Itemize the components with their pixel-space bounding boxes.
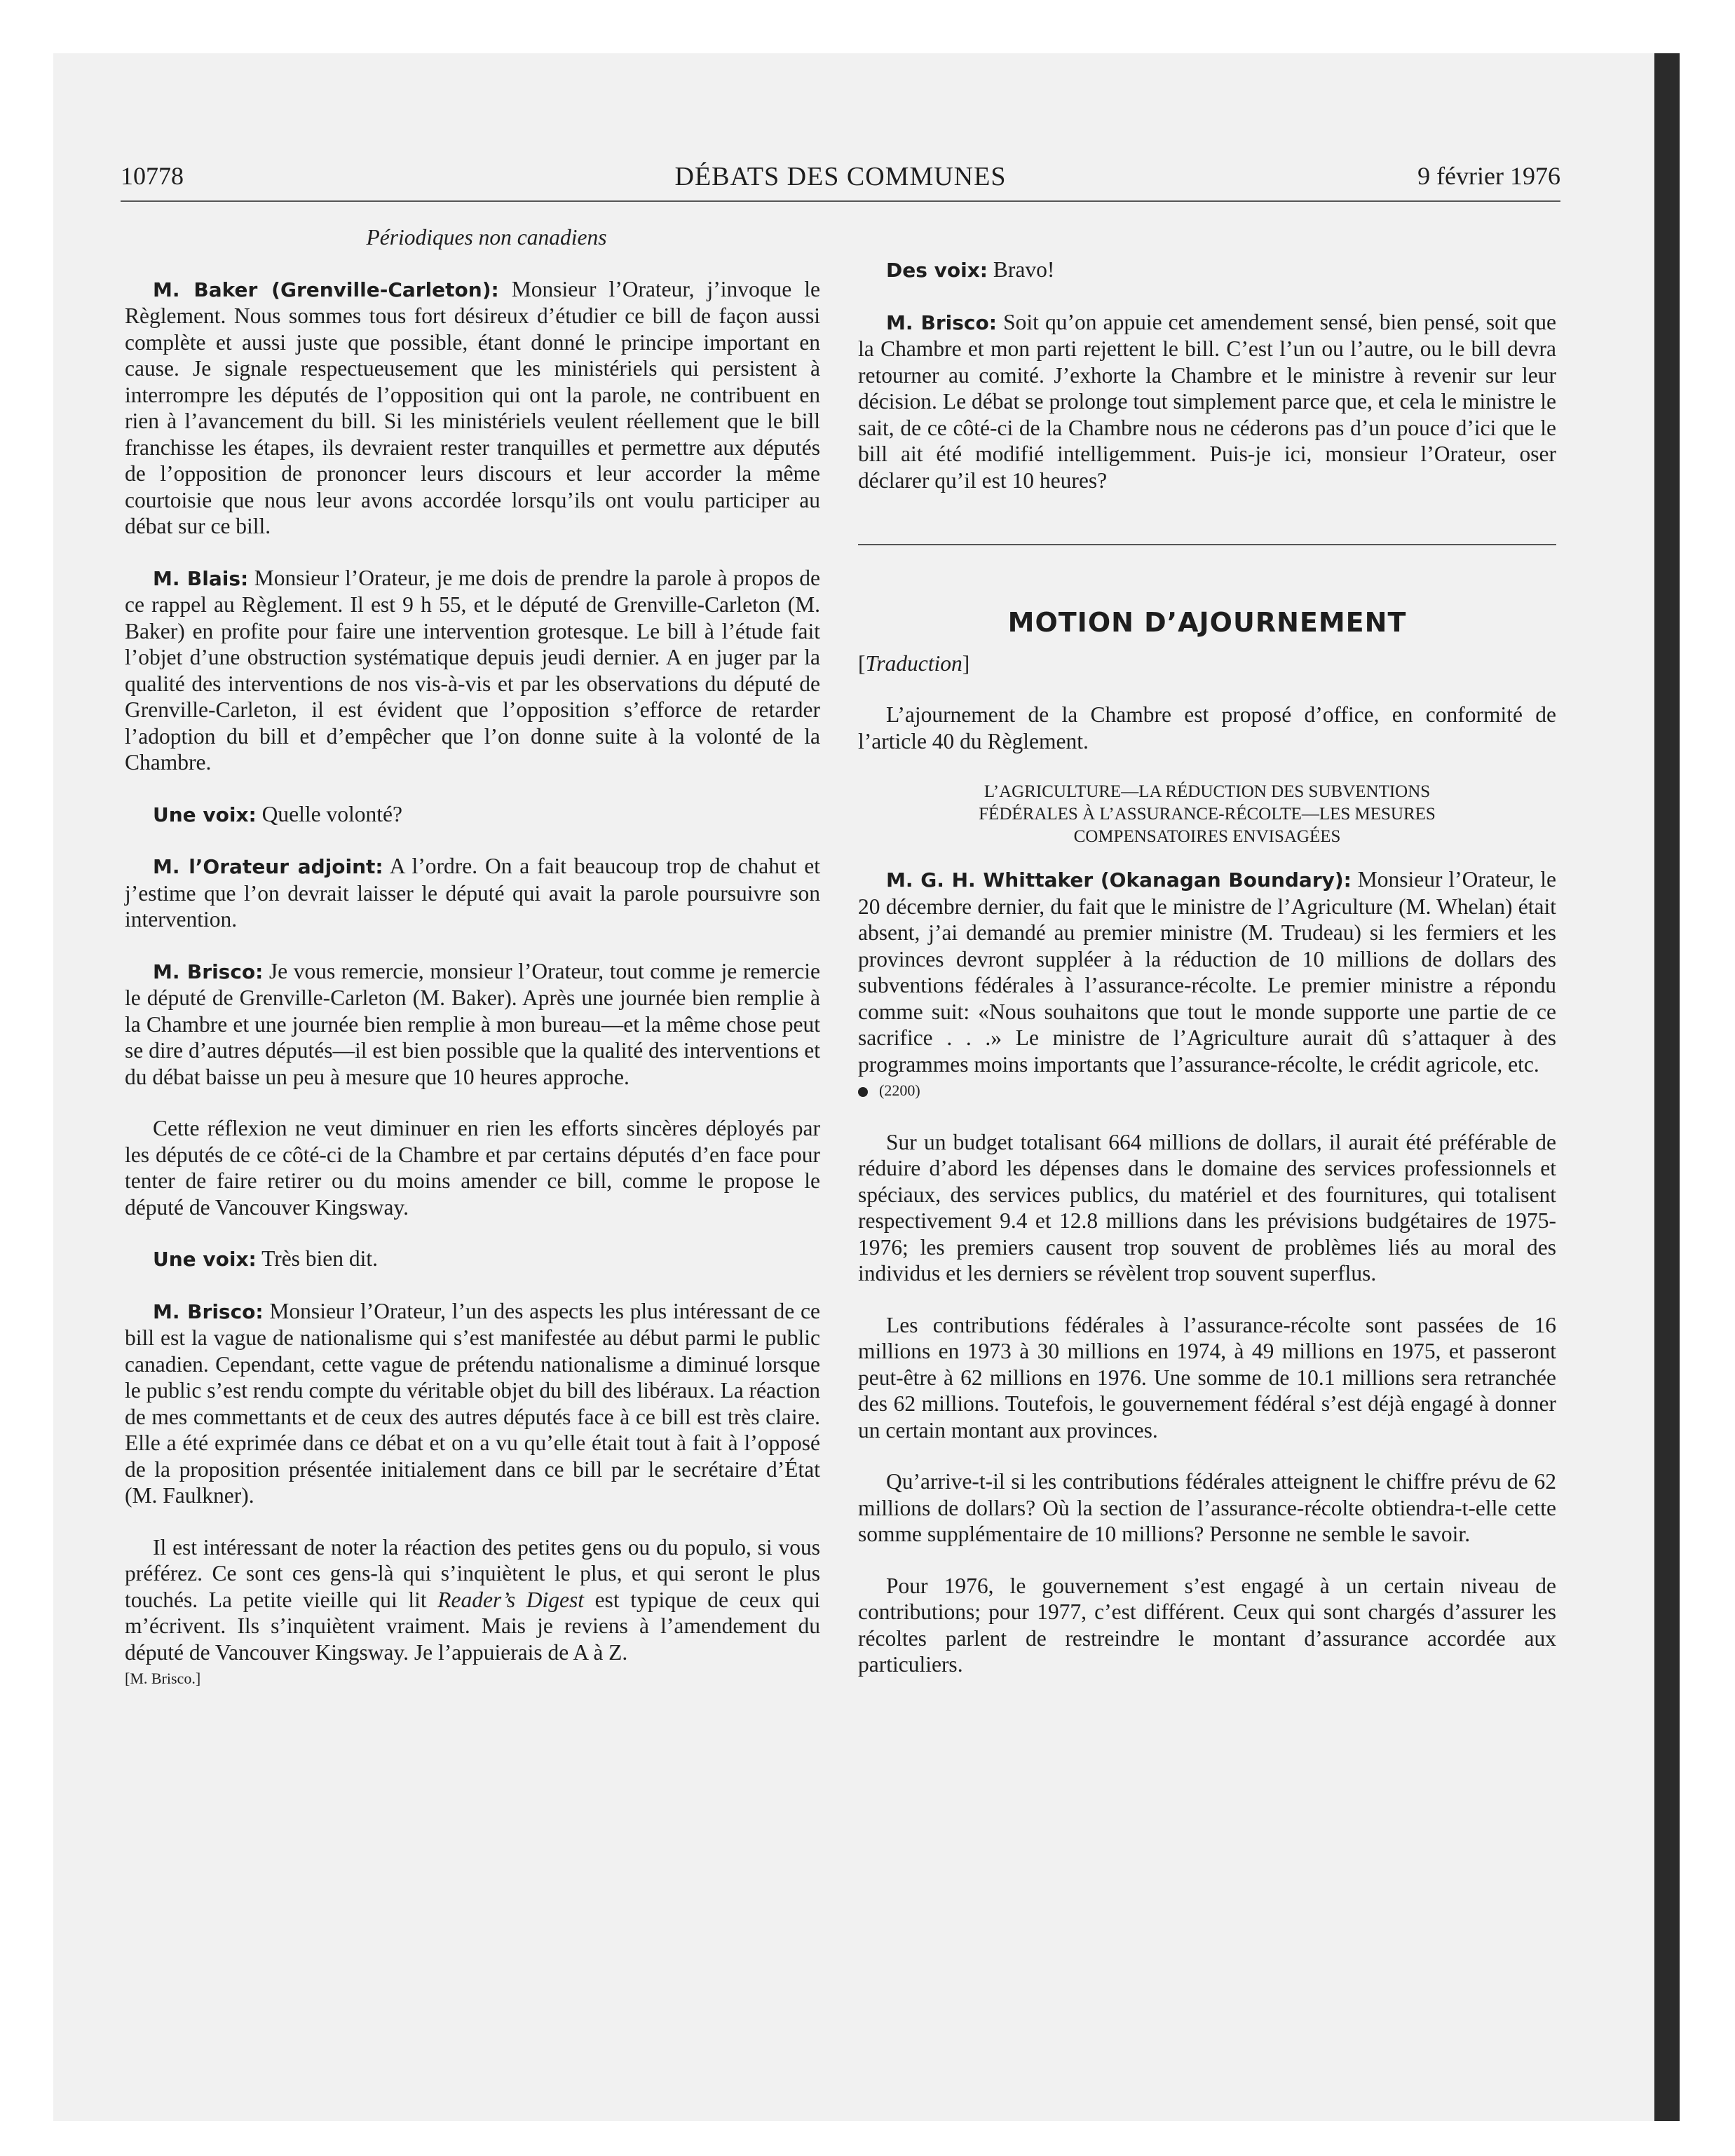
speaker-name: M. G. H. Whittaker (Okanagan Boundary): [886, 868, 1352, 892]
speech-text: Très bien dit. [256, 1246, 379, 1271]
speaker-name: Une voix: [153, 1248, 257, 1271]
time-label: (2200) [879, 1082, 920, 1099]
speech-text: Bravo! [988, 257, 1055, 282]
translation-label: Traduction [865, 650, 962, 676]
rubric-line: COMPENSATOIRES ENVISAGÉES [1073, 827, 1341, 846]
right-column [858, 224, 1556, 1703]
speech-text: Soit qu’on appuie cet amendement sensé, bien pensé, soit que la Chambre et mon parti rejettent le bill. C’est l’un ou l’autre, ou le bill devra retourner au comité. J’exhorte la Chambre et le ministre à revenir sur leur décision. Le débat se prolonge tout simplement parce que, et cela le ministre le sait, de ce côté-ci de la Chambre nous ne céderons pas d’un pouce d’ici que le bill ait été modifié intelligemment. Puis-je ici, monsieur l’Orateur, oser déclarer qu’il est 10 heures? [858, 309, 1556, 493]
speaker-name: M. Blais: [153, 566, 249, 590]
speech-paragraph [125, 1298, 820, 1509]
rubric-line: FÉDÉRALES À L’ASSURANCE-RÉCOLTE—LES MESURES [979, 805, 1436, 824]
speech-text: A l’ordre. On a fait beaucoup trop de chahut et j’estime que l’on devrait laisser le député qui avait la parole poursuivre son intervention. [125, 854, 820, 932]
speech-paragraph: Cette réflexion ne veut diminuer en rien les efforts sincères déployés par les députés de ce côté-ci de la Chambre et par certains députés d’en face pour tenter de faire retirer ou du moins amender ce bill, comme le propose le député de Vancouver Kingsway. [125, 1116, 820, 1220]
header-date: 9 février 1976 [1417, 162, 1560, 190]
speaker-footnote: [M. Brisco.] [125, 1670, 201, 1687]
bullet-dot-icon [858, 1087, 868, 1097]
speech-text: Je vous remercie, monsieur l’Orateur, tout comme je remercie le député de Grenville-Carleton (M. Baker). Après une journée bien remplie à la Chambre et une journée bien remplie à mon bureau—et la même chose peut se dire d’autres députés—il est bien possible que la qualité des interventions et du débat baisse un peu à mesure que 10 heures approche. [125, 958, 820, 1089]
speech-paragraph [125, 276, 820, 540]
speaker-name: Des voix: [886, 259, 988, 282]
speech-paragraph [858, 866, 1556, 1077]
speech-paragraph [858, 257, 1556, 284]
rubric-line: L’AGRICULTURE—LA RÉDUCTION DES SUBVENTIONS [984, 782, 1431, 801]
translation-note [858, 650, 1556, 677]
speaker-name: M. Baker (Grenville-Carleton): [153, 278, 499, 301]
publication-title: DÉBATS DES COMMUNES [674, 162, 1007, 191]
page-header [121, 161, 1560, 202]
speaker-name: M. Brisco: [153, 960, 264, 983]
speaker-name: M. l’Orateur adjoint: [153, 855, 383, 878]
speech-paragraph: Sur un budget totalisant 664 millions de dollars, il aurait été préférable de réduire d’abord les dépenses dans le domaine des services professionnels et spéciaux, des services publics, du matériel et des fournitures, qui totalisent respectivement 9.4 et 12.8 millions dans les prévisions budgétaires de 1975-1976; les premiers causent trop souvent de problèmes liés au moral des individus et les derniers se révèlent trop souvent superflus. [858, 1129, 1556, 1285]
section-title: MOTION D’AJOURNEMENT [1007, 607, 1407, 638]
speech-paragraph [125, 801, 820, 828]
speech-text: Monsieur l’Orateur, l’un des aspects les plus intéressant de ce bill est la vague de nationalisme qui s’est manifestée au début parmi le public canadien. Cependant, cette vague de prétendu nationalisme a diminué lorsque le public s’est rendu compte du véritable objet du bill des libéraux. La réaction de mes commettants et de ceux des autres députés face à ce bill est très claire. Elle a été exprimée dans ce débat et on a vu qu’elle était tout à fait à l’opposé de la proposition présentée initialement dans ce bill par le secrétaire d’État (M. Faulkner). [125, 1298, 820, 1508]
speech-text: Monsieur l’Orateur, le 20 décembre dernier, du fait que le ministre de l’Agriculture (M. Whelan) était absent, j’ai demandé au premier ministre (M. Trudeau) si les fermiers et les provinces devront suppléer à la réduction de 10 millions de dollars des subventions fédérales à l’assurance-récolte. Le premier ministre a répondu comme suit: «Nous souhaitons que tout le monde supporte une partie de ce sacrifice . . .» Le ministre de l’Agriculture aurait dû s’attaquer à des programmes moins importants que l’assurance-récolte, le crédit agricole, etc. [858, 867, 1556, 1077]
publication-name: Reader’s Digest [437, 1587, 584, 1612]
page-number: 10778 [121, 162, 184, 190]
scan-edge [1654, 53, 1680, 2121]
speech-paragraph [125, 958, 820, 1091]
speech-paragraph [858, 309, 1556, 494]
speech-paragraph: Pour 1976, le gouvernement s’est engagé à un certain niveau de contributions; pour 1977, c’est différent. Ceux qui sont chargés d’assurer les récoltes parlent de restreindre le montant d’assurance accordée aux particuliers. [858, 1573, 1556, 1677]
speech-paragraph: L’ajournement de la Chambre est proposé d’office, en conformité de l’article 40 du Règlement. [858, 702, 1556, 753]
speech-text: Monsieur l’Orateur, j’invoque le Règlement. Nous sommes tous fort désireux d’étudier ce bill de façon aussi complète et aussi juste que possible, étant donné le principe important en cause. Je signale respectueusement que les ministériels qui persistent à interrompre les députés de l’opposition qui ont la parole, ne contribuent en rien à l’avancement du bill. Si les ministériels veulent réellement que le bill franchisse les étapes, ils devraient rester tranquilles et permettre aux députés de l’opposition de prononcer leurs discours et leur accorder la même courtoisie que nous leur avons accordée lorsqu’ils ont voulu participer au débat sur ce bill. [125, 276, 820, 538]
speech-paragraph: Qu’arrive-t-il si les contributions fédérales atteignent le chiffre prévu de 62 millions de dollars? Où la section de l’assurance-récolte obtiendra-t-elle cette somme supplémentaire de 10 millions? Personne ne semble le savoir. [858, 1469, 1556, 1546]
speech-paragraph [125, 853, 820, 933]
section-subhead: Périodiques non canadiens [366, 225, 607, 250]
bracket-close: ] [962, 650, 970, 676]
section-divider [858, 544, 1556, 545]
speaker-name: M. Brisco: [153, 1299, 264, 1323]
time-marker [858, 1077, 1556, 1104]
speech-paragraph [125, 1534, 820, 1666]
speaker-name: Une voix: [153, 803, 257, 826]
debate-rubric [886, 781, 1528, 848]
speech-text: est typique de ceux qui m’écrivent. Ils s’inquiètent vraiment. Mais je reviens à l’amendement du député de Vancouver Kingsway. Je l’appuierais de A à Z. [125, 1587, 820, 1665]
speaker-name: M. Brisco: [886, 311, 997, 334]
speech-paragraph [125, 565, 820, 776]
speech-text: Quelle volonté? [256, 801, 402, 826]
speech-text: Monsieur l’Orateur, je me dois de prendre la parole à propos de ce rappel au Règlement. Il est 9 h 55, et le député de Grenville-Carleton (M. Baker) en profite pour faire une intervention grotesque. Le bill à l’étude fait l’objet d’une obstruction systématique depuis jeudi dernier. A en juger par la qualité des interventions de nos vis-à-vis et par les observations du député de Grenville-Carleton, il est évident que l’opposition s’efforce de retarder l’adoption du bill et d’empêcher que l’on donne suite à la volonté de la Chambre. [125, 565, 820, 775]
bracket-open: [ [858, 650, 866, 676]
speech-paragraph: Les contributions fédérales à l’assurance-récolte sont passées de 16 millions en 1973 à 30 millions en 1974, à 49 millions en 1975, et passeront peut-être à 62 millions en 1976. Une somme de 10.1 millions sera retranchée des 62 millions. Toutefois, le gouvernement fédéral s’est déjà engagé à donner un certain montant aux provinces. [858, 1312, 1556, 1442]
left-column [125, 224, 820, 1717]
speech-text: Il est intéressant de noter la réaction des petites gens ou du populo, si vous préférez. Ce sont ces gens-là qui s’inquiètent le plus, et qui seront le plus touchés. La petite vieille qui lit [125, 1534, 820, 1612]
speech-paragraph [125, 1246, 820, 1273]
